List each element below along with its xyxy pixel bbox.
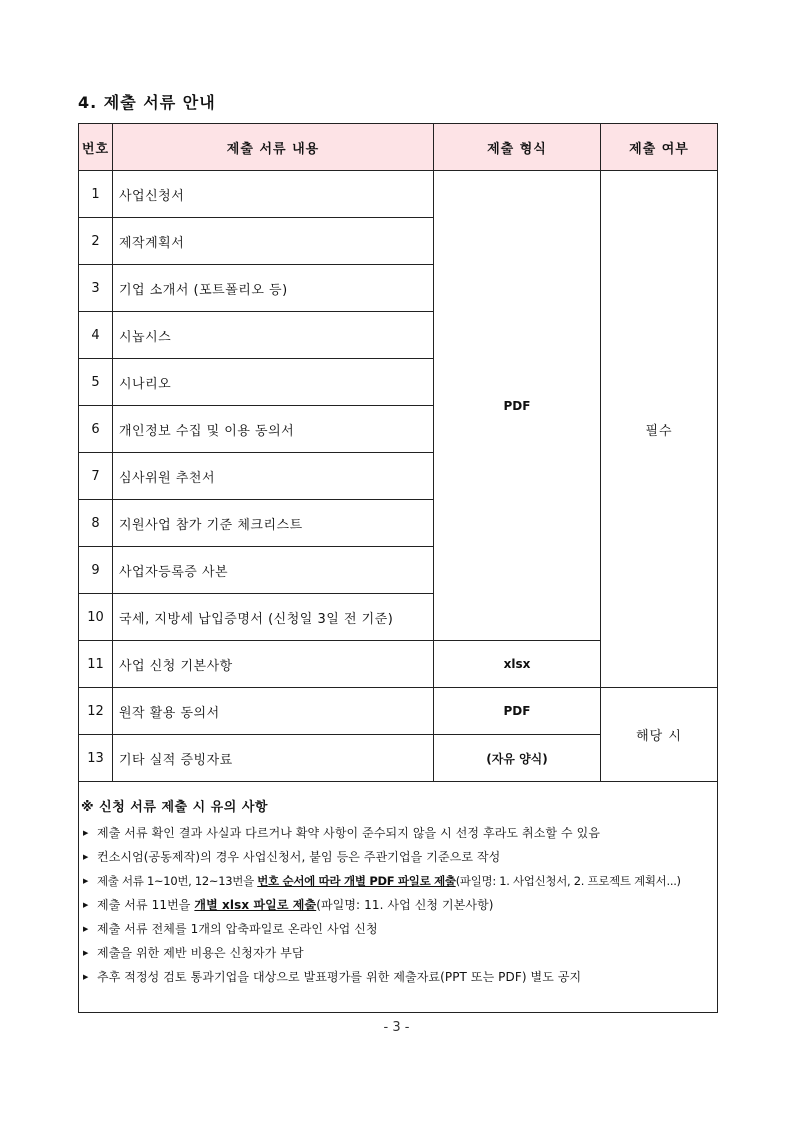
- document-name: 사업 신청 기본사항: [113, 641, 434, 688]
- note-item: [81, 869, 717, 893]
- note-text-pre: 제출 서류 1~10번, 12~13번을: [97, 874, 258, 888]
- note-text: 제출을 위한 제반 비용은 신청자가 부담: [97, 946, 304, 960]
- format-cell: (자유 양식): [434, 735, 601, 782]
- row-number: 6: [79, 406, 113, 453]
- triangle-bullet-icon: ▶: [83, 901, 89, 909]
- document-name: 시나리오: [113, 359, 434, 406]
- document-name: 사업신청서: [113, 171, 434, 218]
- page-number: - 3 -: [383, 1020, 410, 1035]
- note-text: 제출 서류 전체를 1개의 압축파일로 온라인 사업 신청: [97, 922, 378, 936]
- note-text: 컨소시엄(공동제작)의 경우 사업신청서, 붙임 등은 주관기업을 기준으로 작성: [97, 850, 501, 864]
- triangle-bullet-icon: ▶: [83, 973, 89, 981]
- note-item: [81, 845, 717, 869]
- header-required: 제출 여부: [601, 124, 718, 171]
- row-number: 8: [79, 500, 113, 547]
- document-name: 개인정보 수집 및 이용 동의서: [113, 406, 434, 453]
- triangle-bullet-icon: ▶: [83, 925, 89, 933]
- table-row: [79, 171, 718, 218]
- note-text-pre: 제출 서류 11번을: [97, 898, 195, 912]
- header-format: 제출 형식: [434, 124, 601, 171]
- row-number: 11: [79, 641, 113, 688]
- note-item: [81, 893, 717, 917]
- format-cell: xlsx: [434, 641, 601, 688]
- submission-documents-table: [78, 123, 718, 1013]
- row-number: 10: [79, 594, 113, 641]
- header-num: 번호: [79, 124, 113, 171]
- document-name: 기타 실적 증빙자료: [113, 735, 434, 782]
- notes-cell: [79, 782, 718, 1013]
- triangle-bullet-icon: ▶: [83, 877, 89, 885]
- triangle-bullet-icon: ▶: [83, 853, 89, 861]
- document-name: 국세, 지방세 납입증명서 (신청일 3일 전 기준): [113, 594, 434, 641]
- table-header-row: [79, 124, 718, 171]
- document-name: 시놉시스: [113, 312, 434, 359]
- section-title: 4. 제출 서류 안내: [78, 93, 216, 112]
- document-name: 심사위원 추천서: [113, 453, 434, 500]
- row-number: 2: [79, 218, 113, 265]
- note-item: [81, 941, 717, 965]
- row-number: 5: [79, 359, 113, 406]
- document-name: 지원사업 참가 기준 체크리스트: [113, 500, 434, 547]
- row-number: 1: [79, 171, 113, 218]
- document-name: 사업자등록증 사본: [113, 547, 434, 594]
- row-number: 4: [79, 312, 113, 359]
- note-text: 추후 적정성 검토 통과기업을 대상으로 발표평가를 위한 제출자료(PPT 또는 PDF) 별도 공지: [97, 970, 582, 984]
- triangle-bullet-icon: ▶: [83, 829, 89, 837]
- row-number: 7: [79, 453, 113, 500]
- row-number: 9: [79, 547, 113, 594]
- note-item: [81, 821, 717, 845]
- header-content: 제출 서류 내용: [113, 124, 434, 171]
- document-name: 제작계획서: [113, 218, 434, 265]
- row-number: 12: [79, 688, 113, 735]
- note-text-emphasis: 개별 xlsx 파일로 제출: [194, 898, 317, 912]
- format-cell: PDF: [434, 171, 601, 641]
- note-text-post: (파일명: 1. 사업신청서, 2. 프로젝트 계획서...): [455, 874, 681, 888]
- format-cell: PDF: [434, 688, 601, 735]
- triangle-bullet-icon: ▶: [83, 949, 89, 957]
- note-text-post: (파일명: 11. 사업 신청 기본사항): [316, 898, 494, 912]
- row-number: 3: [79, 265, 113, 312]
- note-item: [81, 965, 717, 989]
- note-item: [81, 917, 717, 941]
- required-cell: 필수: [601, 171, 718, 688]
- table-row: [79, 688, 718, 735]
- document-name: 기업 소개서 (포트폴리오 등): [113, 265, 434, 312]
- notes-row: [79, 782, 718, 1013]
- row-number: 13: [79, 735, 113, 782]
- note-text-emphasis: 번호 순서에 따라 개별 PDF 파일로 제출: [257, 874, 456, 888]
- notes-title: ※ 신청 서류 제출 시 유의 사항: [81, 800, 268, 815]
- note-text: 제출 서류 확인 결과 사실과 다르거나 확약 사항이 준수되지 않을 시 선정 후라도 취소할 수 있음: [97, 826, 601, 840]
- document-name: 원작 활용 동의서: [113, 688, 434, 735]
- required-cell: 해당 시: [601, 688, 718, 782]
